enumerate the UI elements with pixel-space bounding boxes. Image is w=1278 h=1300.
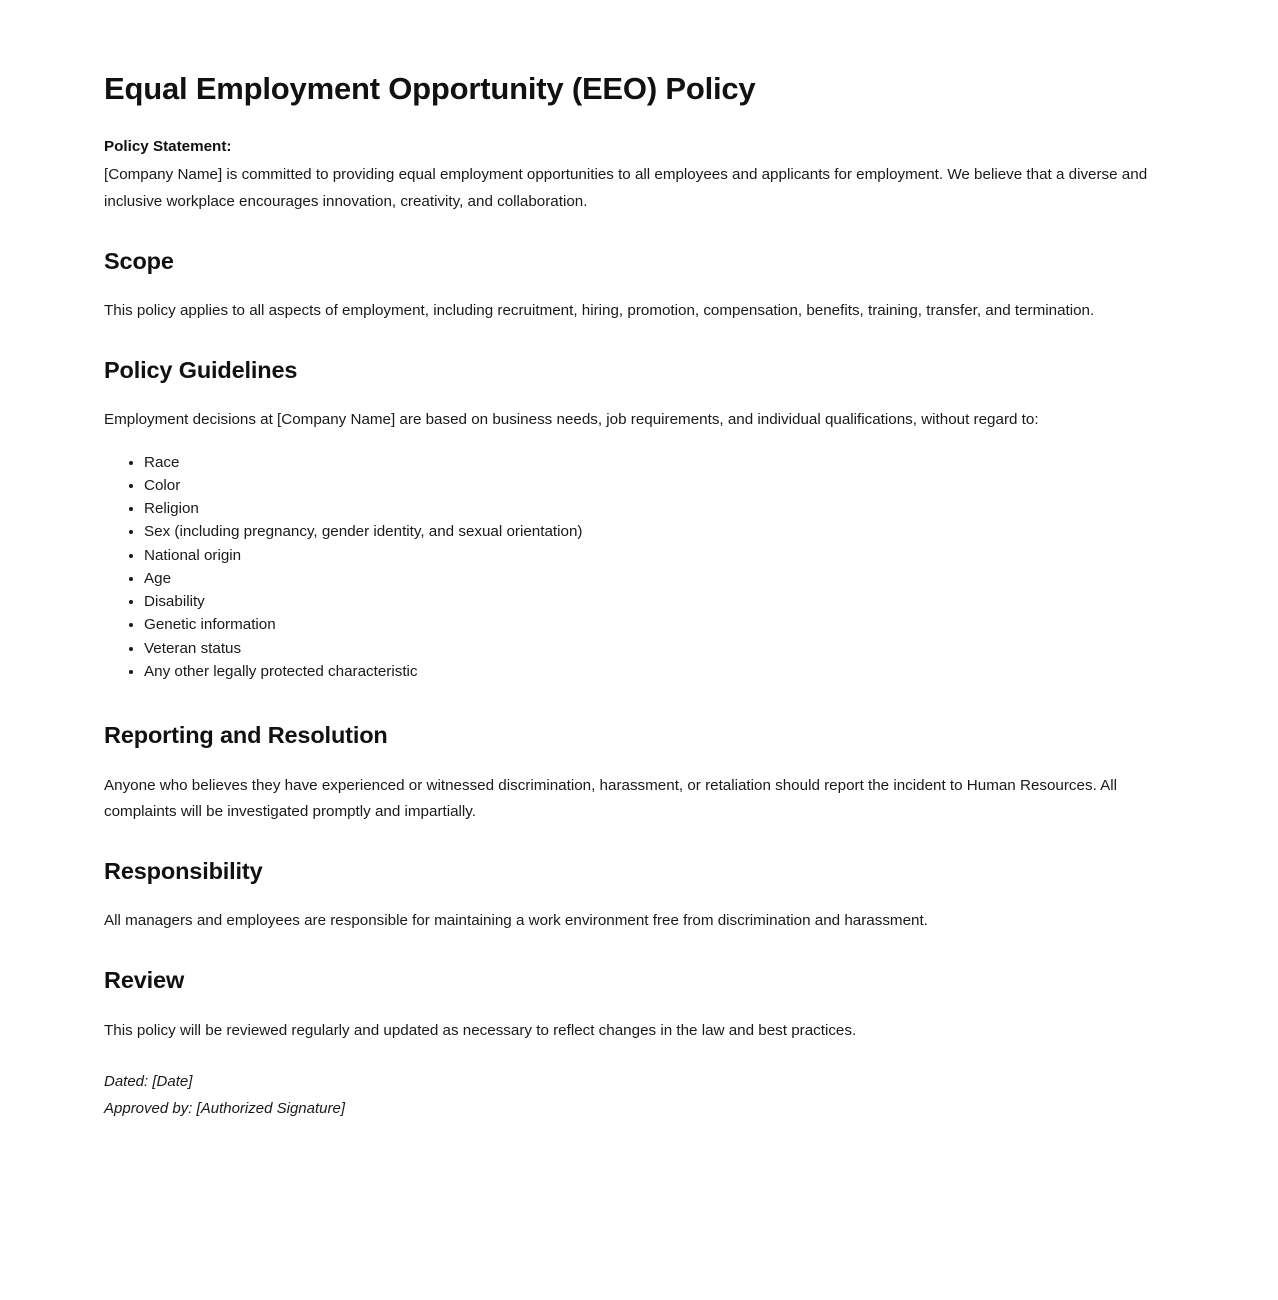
section-heading-review: Review	[104, 967, 185, 993]
page-title: Equal Employment Opportunity (EEO) Policy	[104, 71, 756, 106]
list-item: • Color	[144, 477, 1158, 495]
section-text-reporting-and-resolution: Anyone who believes they have experienced or witnessed discrimination, harassment, or retaliation should report the incident to Human Resources. All complaints will be investigated promptly and impartially.	[104, 776, 1118, 821]
list-item: • National origin	[144, 547, 1158, 565]
section-heading-responsibility: Responsibility	[104, 857, 263, 884]
list-item: • Veteran status	[144, 640, 1158, 658]
section-heading-reporting-and-resolution: Reporting and Resolution	[104, 722, 388, 749]
signature-block	[104, 1068, 1158, 1122]
section-text-review: This policy will be reviewed regularly and updated as necessary to reflect changes in the law and best practices.	[104, 1021, 857, 1039]
policy-statement-text: [Company Name] is committed to providing equal employment opportunities to all employees and applicants for employment. We believe that a diverse and inclusive workplace encourages innovation, creativity, and collaboration.	[104, 166, 1148, 210]
section-text-responsibility: All managers and employees are responsible for maintaining a work environment free from discrimination and harassment.	[104, 912, 928, 930]
list-item: • Sex (including pregnancy, gender identity, and sexual orientation)	[144, 523, 1158, 541]
list-item: • Genetic information	[144, 616, 1158, 634]
approved-by-line: Approved by: [Authorized Signature]	[104, 1100, 345, 1118]
list-item: • Disability	[144, 593, 1158, 611]
protected-characteristics-list	[104, 454, 1158, 681]
list-item: • Age	[144, 570, 1158, 588]
section-text-scope: This policy applies to all aspects of employment, including recruitment, hiring, promotion, compensation, benefits, training, transfer, and termination.	[104, 302, 1095, 320]
list-item: • Any other legally protected characteristic	[144, 663, 1158, 681]
list-spacer	[104, 686, 1158, 690]
policy-statement-label: Policy Statement:	[104, 137, 232, 155]
section-heading-policy-guidelines: Policy Guidelines	[104, 356, 298, 383]
dated-line: Dated: [Date]	[104, 1073, 193, 1091]
list-item: • Race	[144, 454, 1158, 472]
section-text-policy-guidelines-intro: Employment decisions at [Company Name] are based on business needs, job requirements, and individual qualifications, without regard to:	[104, 411, 1039, 429]
section-heading-scope: Scope	[104, 247, 174, 274]
list-item: • Religion	[144, 500, 1158, 518]
